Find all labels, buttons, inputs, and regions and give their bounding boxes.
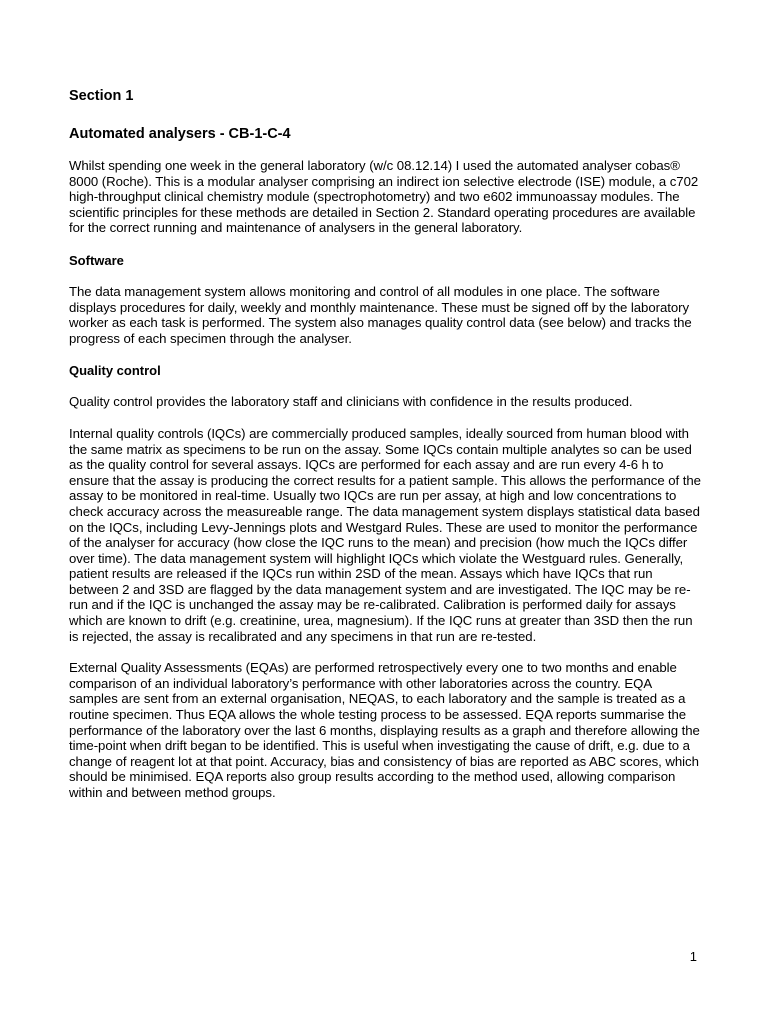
section-title: Section 1 bbox=[69, 88, 134, 104]
software-heading: Software bbox=[69, 252, 124, 268]
quality-control-intro-paragraph: Quality control provides the laboratory staff and clinicians with confidence in the results produced. bbox=[69, 394, 633, 410]
eqa-paragraph: External Quality Assessments (EQAs) are performed retrospectively every one to two months and enable comparison of an individual laboratory’s performance with other laboratories across the country. EQA samples are sent from an external organisation, NEQAS, to each laboratory and the sample is treated as a routine specimen. Thus EQA allows the whole testing process to be assessed. EQA reports summarise the performance of the laboratory over the last 6 months, displaying results as a graph and therefore allowing the time-point when drift began to be identified. This is useful when investigating the cause of drift, e.g. due to a change of reagent lot at that point. Accuracy, bias and consistency of bias are reported as ABC scores, which should be minimised. EQA reports also group results according to the method used, allowing comparison within and between method groups. bbox=[69, 660, 700, 800]
document-page bbox=[69, 86, 701, 817]
iqc-paragraph: Internal quality controls (IQCs) are commercially produced samples, ideally sourced from human blood with the same matrix as specimens to be run on the assay. Some IQCs contain multiple analytes so can be used as the quality control for several assays. IQCs are performed for each assay and are run every 4-6 h to ensure that the assay is producing the correct results for a patient sample. This allows the performance of the assay to be monitored in real-time. Usually two IQCs are run per assay, at high and low concentrations to check accuracy across the measureable range. The data management system displays statistical data based on the IQCs, including Levy-Jennings plots and Westgard Rules. These are used to monitor the performance of the analyser for accuracy (how close the IQC runs to the mean) and precision (how much the IQCs differ over time). The data management system will highlight IQCs which violate the Westguard rules. Generally, patient results are released if the IQCs run within 2SD of the mean. Assays which have IQCs that run between 2 and 3SD are flagged by the data management system and are investigated. The IQC may be re-run and if the IQC is unchanged the assay may be re-calibrated. Calibration is performed daily for assays which are known to drift (e.g. creatinine, urea, magnesium). If the IQC runs at greater than 3SD then the run is rejected, the assay is recalibrated and any specimens in that run are re-tested. bbox=[69, 425, 701, 644]
quality-control-heading: Quality control bbox=[69, 363, 161, 379]
software-paragraph: The data management system allows monitoring and control of all modules in one place. The software displays procedures for daily, weekly and monthly maintenance. These must be signed off by the laboratory worker as each task is performed. The system also manages quality control data (see below) and tracks the progress of each specimen through the analyser. bbox=[69, 283, 692, 346]
page-number: 1 bbox=[689, 949, 697, 964]
intro-paragraph: Whilst spending one week in the general laboratory (w/c 08.12.14) I used the automated analyser cobas® 8000 (Roche). This is a modular analyser comprising an indirect ion selective electrode (ISE) module, a c702 high-throughput clinical chemistry module (spectrophotometry) and two e602 immunoassay modules. The scientific principles for these methods are detailed in Section 2. Standard operating procedures are available for the correct running and maintenance of analysers in the general laboratory. bbox=[69, 158, 699, 236]
document-heading: Automated analysers - CB-1-C-4 bbox=[69, 126, 291, 142]
